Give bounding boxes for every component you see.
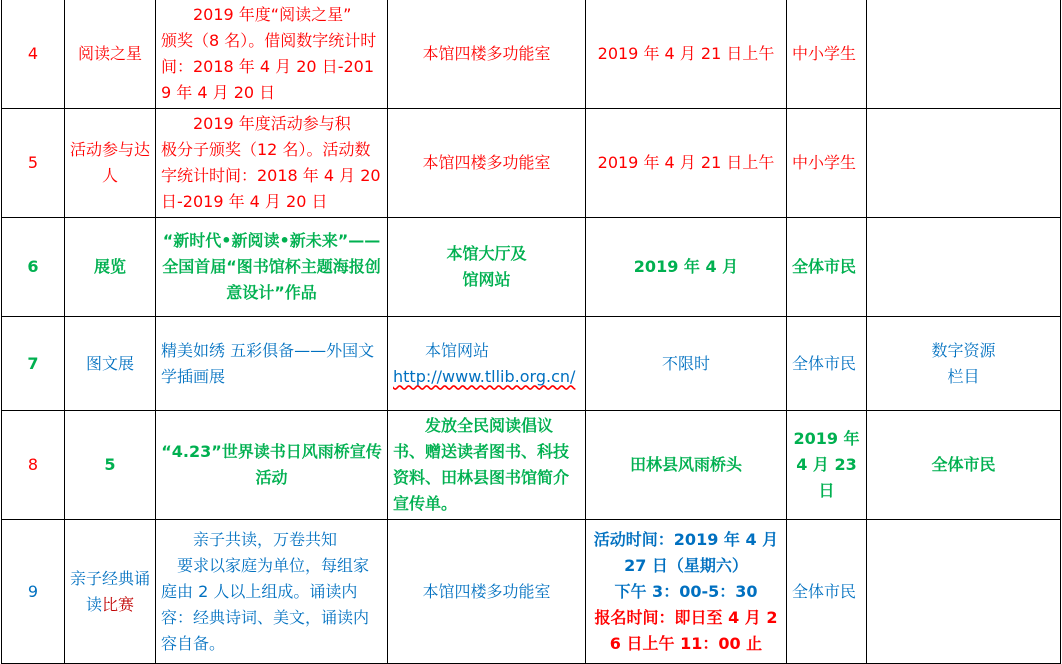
activity-name: 活动参与达人 (65, 109, 156, 218)
activity-time: 田林县风雨桥头 (586, 411, 787, 520)
content-rest: 极分子颁奖（12 名）。活动数字统计时间：2018 年 4 月 20 日-2019 年 4 月 20 日 (161, 140, 381, 211)
activity-audience: 全体市民 (787, 317, 867, 411)
activity-venue: 本馆四楼多功能室 (388, 0, 586, 109)
activity-content (156, 0, 388, 109)
audience-line: 2019 年 (793, 429, 860, 448)
row-number: 7 (2, 317, 65, 411)
activity-name: 5 (65, 411, 156, 520)
note-line: 栏目 (947, 366, 980, 386)
activity-content (156, 520, 388, 664)
content-rest: 要求以家庭为单位，每组家庭由 2 人以上组成。诵读内容：经典诗词、美文，诵读内容自备。 (161, 555, 370, 653)
venue-url-link[interactable]: http://www.tllib.org.cn/ (393, 366, 576, 386)
activity-content: “4.23”世界读书日风雨桥宣传活动 (156, 411, 388, 520)
activity-venue: 本馆四楼多功能室 (388, 520, 586, 664)
venue-line: 本馆大厅及 (446, 244, 527, 263)
activity-time (586, 520, 787, 664)
venue-text: 发放全民阅读倡议书、赠送读者图书、科技资料、田林县图书馆简介宣传单。 (393, 416, 570, 513)
activity-time: 2019 年 4 月 21 日上午 (586, 109, 787, 218)
activity-note (867, 317, 1061, 411)
activity-audience: 中小学生 (787, 109, 867, 218)
activity-note (867, 109, 1061, 218)
activity-time: 不限时 (586, 317, 787, 411)
activity-venue (388, 218, 586, 317)
event-time: 活动时间：2019 年 4 月 27 日（星期六） (593, 529, 779, 575)
note-line: 数字资源 (931, 340, 996, 360)
venue-url-wrap (393, 364, 580, 390)
row-number: 9 (2, 520, 65, 664)
activity-note (867, 0, 1061, 109)
activity-content (156, 109, 388, 218)
event-hours: 下午 3：00-5：30 (614, 581, 758, 601)
activity-name: 图文展 (65, 317, 156, 411)
table-row (2, 317, 1061, 411)
name-part: 亲子经典诵读 (70, 568, 151, 614)
audience-line: 4 月 23 (796, 455, 857, 474)
activity-name: 阅读之星 (65, 0, 156, 109)
activity-time: 2019 年 4 月 (586, 218, 787, 317)
activity-note (867, 218, 1061, 317)
activity-name: 展览 (65, 218, 156, 317)
activity-audience: 全体市民 (787, 520, 867, 664)
content-rest: 颁奖（8 名）。借阅数字统计时间：2018 年 4 月 20 日-2019 年 4 月 20 日 (161, 30, 377, 102)
row-number: 4 (2, 0, 65, 109)
activity-time: 2019 年 4 月 21 日上午 (586, 0, 787, 109)
row-number: 8 (2, 411, 65, 520)
audience-line: 日 (818, 481, 835, 500)
table-row (2, 0, 1061, 109)
activity-audience: 全体市民 (787, 218, 867, 317)
content-first-line: 亲子共读，万卷共知 (193, 529, 338, 549)
table-row (2, 520, 1061, 664)
row-number: 6 (2, 218, 65, 317)
registration-time: 报名时间：即日至 4 月 26 日上午 11：00 止 (594, 607, 778, 653)
table-row (2, 218, 1061, 317)
activity-venue (388, 317, 586, 411)
activity-audience: 中小学生 (787, 0, 867, 109)
content-first-line: 2019 年度“阅读之星” (193, 4, 352, 24)
table-row (2, 411, 1061, 520)
content-first-line: 2019 年度活动参与积 (193, 114, 351, 133)
venue-label: 本馆网站 (425, 340, 490, 360)
activity-note: 全体市民 (867, 411, 1061, 520)
activity-audience (787, 411, 867, 520)
activity-venue (388, 411, 586, 520)
name-part-highlight: 比赛 (102, 594, 135, 614)
table-row (2, 109, 1061, 218)
activity-content: “新时代•新阅读•新未来”——全国首届“图书馆杯主题海报创意设计”作品 (156, 218, 388, 317)
activity-name (65, 520, 156, 664)
activity-content: 精美如绣 五彩俱备——外国文学插画展 (156, 317, 388, 411)
activity-note (867, 520, 1061, 664)
activity-venue: 本馆四楼多功能室 (388, 109, 586, 218)
venue-line: 馆网站 (462, 270, 511, 289)
activity-table (1, 0, 1061, 664)
row-number: 5 (2, 109, 65, 218)
